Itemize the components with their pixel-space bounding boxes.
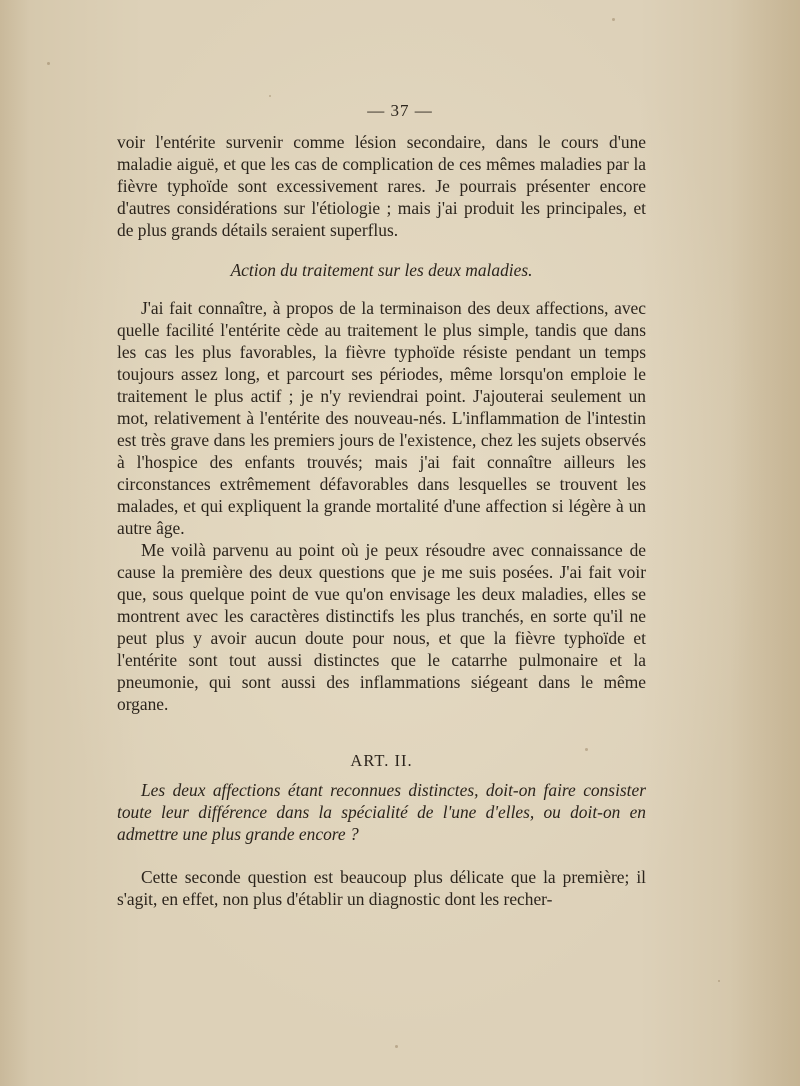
conclusion-paragraph: Me voilà parvenu au point où je peux résoudre avec connaissance de cause la première des deux questions que je me suis posées. J'ai fait voir que, sous quelque point de vue qu'on envisage les deux maladies, elles se montrent avec les caractères distinctifs les plus tranchés, en sorte qu'il ne peut plus y avoir aucun doute pour nous, et que la fièvre typhoïde et l'entérite sont tout aussi distinctes que le catarrhe pulmonaire et la pneumonie, qui sont aussi des inflammations siégeant dans le même organe. <box>117 540 646 714</box>
treatment-paragraph: J'ai fait connaître, à propos de la terminaison des deux affections, avec quelle facilité l'entérite cède au traitement le plus simple, tandis que dans les cas les plus favorables, la fièvre typhoïde résiste pendant un temps toujours assez long, et parcourt ses périodes, même lorsqu'on emploie le traitement le plus actif ; je n'y reviendrai point. J'ajouterai seulement un mot, relativement à l'entérite des nouveau-nés. L'inflammation de l'intestin est très grave dans les premiers jours de l'existence, chez les sujets observés à l'hospice des enfants trouvés; mais j'ai fait connaître ailleurs les circonstances extrêmement défavorables dans lesquelles se trouvent les malades, et qui expliquent la grande mortalité d'une affection si légère à un autre âge. <box>117 298 646 538</box>
body-text-block-middle <box>117 297 646 715</box>
page-edge-shadow-right <box>730 0 800 1086</box>
paper-speck <box>269 95 271 97</box>
paper-speck <box>612 18 615 21</box>
section-heading: Action du traitement sur les deux maladies. <box>230 260 533 280</box>
body-text-block-bottom <box>117 866 646 910</box>
article-question: Les deux affections étant reconnues distinctes, doit-on faire consister toute leur différence dans la spécialité de l'une d'elles, ou doit-on en admettre une plus grande encore ? <box>117 780 646 844</box>
paper-speck <box>718 980 720 982</box>
article-heading-block <box>117 750 646 772</box>
section-heading-block <box>117 259 646 281</box>
body-text-block-top <box>117 131 646 241</box>
paper-speck <box>47 62 50 65</box>
paper-speck <box>395 1045 398 1048</box>
article-heading: ART. II. <box>350 751 413 770</box>
closing-paragraph: Cette seconde question est beaucoup plus délicate que la première; il s'agit, en effet, non plus d'établir un diagnostic dont les recher- <box>117 867 646 909</box>
page-number: — 37 — <box>367 101 433 120</box>
opening-paragraph: voir l'entérite survenir comme lésion secondaire, dans le cours d'une maladie aiguë, et que les cas de complication de ces mêmes maladies par la fièvre typhoïde sont excessivement rares. Je pourrais présenter encore d'autres considérations sur l'étiologie ; mais j'ai produit les principales, et de plus grands détails seraient superflus. <box>117 132 646 240</box>
article-question-block <box>117 779 646 845</box>
page-edge-shadow-left <box>0 0 30 1086</box>
